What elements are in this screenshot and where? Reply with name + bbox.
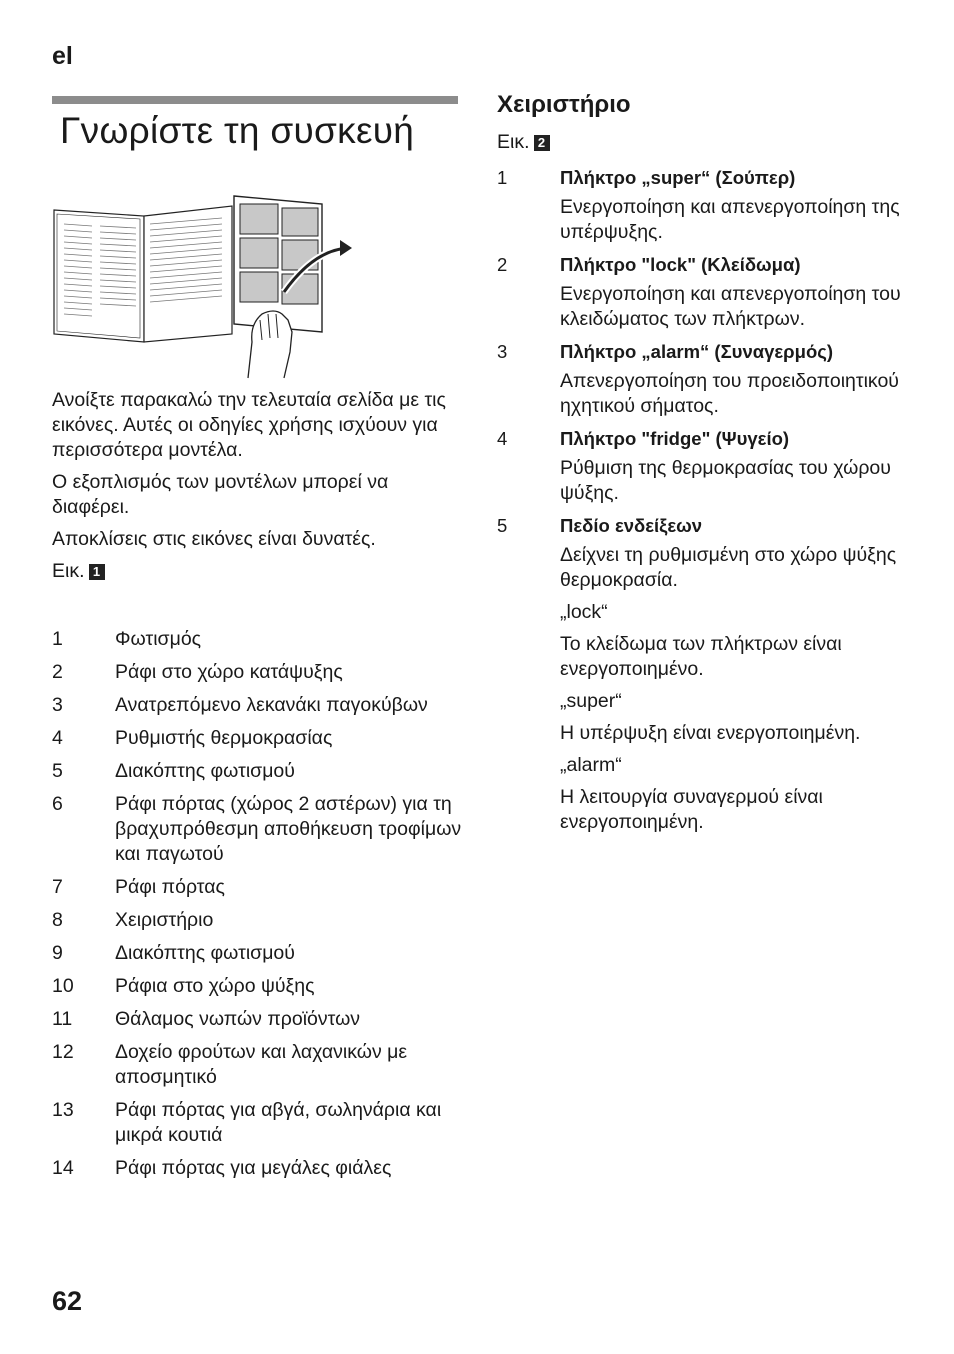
legend-text: Ρυθμιστής θερμοκρασίας	[115, 727, 333, 749]
control-title: Πλήκτρο „super“ (Σούπερ)	[560, 167, 796, 188]
control-description: „lock“	[560, 601, 608, 623]
control-number: 2	[497, 254, 508, 275]
legend-text: Διακόπτης φωτισμού	[115, 760, 295, 782]
control-description: Ρύθμιση της θερμοκρασίας του χώρου ψύξης.	[560, 457, 891, 504]
legend-text: Ράφι στο χώρο κατάψυξης	[115, 661, 343, 683]
control-description: Δείχνει τη ρυθμισμένη στο χώρο ψύξης θερμοκρασία.	[560, 544, 897, 591]
control-item	[497, 339, 917, 419]
legend-text: Θάλαμος νωπών προϊόντων	[115, 1008, 361, 1030]
control-description: Η υπέρψυξη είναι ενεργοποιημένη.	[560, 722, 861, 744]
legend-text: Δοχείο φρούτων και λαχανικών με αποσμητικό	[115, 1041, 408, 1088]
intro-section	[52, 388, 452, 584]
legend-number: 10	[52, 975, 74, 997]
legend-number: 6	[52, 793, 63, 815]
legend-item	[52, 875, 462, 900]
legend-item	[52, 726, 462, 751]
figure-label: Εικ.	[52, 560, 85, 582]
legend-item	[52, 1007, 462, 1032]
control-number: 4	[497, 428, 508, 449]
control-item	[497, 165, 917, 245]
control-item	[497, 252, 917, 332]
legend-text: Χειριστήριο	[115, 909, 214, 931]
legend-item	[52, 627, 462, 652]
legend-number: 2	[52, 661, 63, 683]
control-title: Πλήκτρο "lock" (Κλείδωμα)	[560, 254, 801, 275]
legend-number: 8	[52, 909, 63, 931]
legend-text: Φωτισμός	[115, 628, 202, 650]
page-number: 62	[52, 1286, 83, 1316]
manual-illustration	[52, 192, 358, 382]
legend-item	[52, 693, 462, 718]
intro-paragraph: Ο εξοπλισμός των μοντέλων μπορεί να διαφέρει.	[52, 471, 389, 518]
legend-item	[52, 1040, 462, 1090]
legend-text: Ράφι πόρτας	[115, 876, 225, 898]
control-description: Απενεργοποίηση του προειδοποιητικού ηχητικού σήματος.	[560, 370, 899, 417]
legend-item	[52, 759, 462, 784]
control-item-header	[497, 339, 917, 364]
control-item-header	[497, 165, 917, 190]
control-item-header	[497, 513, 917, 538]
figure-label: Εικ.	[497, 131, 530, 153]
legend-number: 4	[52, 727, 63, 749]
legend-text: Ανατρεπόμενο λεκανάκι παγοκύβων	[115, 694, 428, 716]
legend-item	[52, 974, 462, 999]
figure-number-badge: 2	[534, 135, 550, 151]
control-item	[497, 513, 917, 835]
title-rule	[52, 96, 458, 104]
control-item	[497, 426, 917, 506]
legend-number: 11	[52, 1008, 73, 1030]
control-number: 5	[497, 515, 508, 536]
legend-number: 13	[52, 1099, 74, 1121]
legend-number: 5	[52, 760, 63, 782]
legend-item	[52, 1098, 462, 1148]
figure-reference	[497, 130, 917, 155]
legend-item	[52, 908, 462, 933]
control-number: 3	[497, 341, 508, 362]
control-description: Το κλείδωμα των πλήκτρων είναι ενεργοποιημένο.	[560, 633, 842, 680]
control-title: Πεδίο ενδείξεων	[560, 515, 703, 536]
legend-number: 9	[52, 942, 63, 964]
legend-item	[52, 1156, 462, 1181]
legend-number: 12	[52, 1041, 74, 1063]
figure-number-badge: 1	[89, 564, 105, 580]
controls-section	[497, 88, 917, 842]
legend-number: 3	[52, 694, 63, 716]
legend-text: Ράφια στο χώρο ψύξης	[115, 975, 315, 997]
intro-paragraph: Ανοίξτε παρακαλώ την τελευταία σελίδα με τις εικόνες. Αυτές οι οδηγίες χρήσης ισχύουν για περισσότερα μοντέλα.	[52, 389, 446, 461]
legend-item	[52, 660, 462, 685]
control-description: Η λειτουργία συναγερμού είναι ενεργοποιημένη.	[560, 786, 823, 833]
control-description: „alarm“	[560, 754, 622, 776]
legend-number: 14	[52, 1157, 74, 1179]
control-description: Ενεργοποίηση και απενεργοποίηση της υπέρψυξης.	[560, 196, 900, 243]
figure-reference	[52, 559, 452, 584]
legend-item	[52, 792, 462, 867]
page-title: Γνωρίστε τη συσκευή	[60, 110, 415, 151]
legend-text: Ράφι πόρτας για αβγά, σωληνάρια και μικρά κουτιά	[115, 1099, 442, 1146]
control-item-header	[497, 252, 917, 277]
controls-list	[497, 165, 917, 835]
legend-number: 7	[52, 876, 63, 898]
language-code: el	[52, 42, 73, 70]
control-item-header	[497, 426, 917, 451]
section-title: Χειριστήριο	[497, 91, 631, 118]
control-number: 1	[497, 167, 508, 188]
legend-text: Ράφι πόρτας (χώρος 2 αστέρων) για τη βραχυπρόθεσμη αποθήκευση τροφίμων και παγωτού	[115, 793, 462, 865]
intro-paragraph: Αποκλίσεις στις εικόνες είναι δυνατές.	[52, 528, 376, 550]
control-description: Ενεργοποίηση και απενεργοποίηση του κλειδώματος των πλήκτρων.	[560, 283, 901, 330]
legend-text: Διακόπτης φωτισμού	[115, 942, 295, 964]
legend-item	[52, 941, 462, 966]
control-description: „super“	[560, 690, 622, 712]
parts-legend	[52, 627, 462, 1189]
legend-number: 1	[52, 628, 63, 650]
control-title: Πλήκτρο "fridge" (Ψυγείο)	[560, 428, 790, 449]
legend-text: Ράφι πόρτας για μεγάλες φιάλες	[115, 1157, 392, 1179]
control-title: Πλήκτρο „alarm“ (Συναγερμός)	[560, 341, 834, 362]
